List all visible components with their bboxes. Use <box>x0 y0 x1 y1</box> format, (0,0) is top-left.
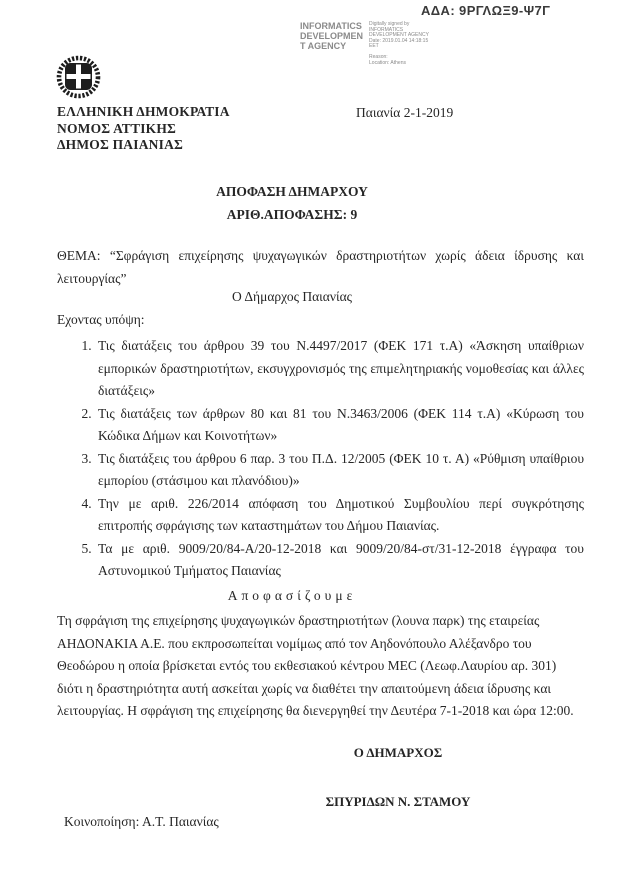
org-line: ΕΛΛΗΝΙΚΗ ΔΗΜΟΚΡΑΤΙΑ <box>57 104 230 119</box>
letterhead-org <box>57 104 230 154</box>
signature-detail-line: Date: 2019.01.04 14:18:15 <box>369 37 429 44</box>
consideration-item: 3. Τις διατάξεις του άρθρου 6 παρ. 3 του Π.Δ. 12/2005 (ΦΕΚ 10 τ. Α) «Ρύθμιση υπαίθριου εμπορίου (στάσιμου και πλανόδιου)» <box>95 448 584 493</box>
signature-detail-line: Reason: <box>369 53 388 60</box>
signature-detail-line: Location: Athens <box>369 59 406 66</box>
signature-detail-line: INFORMATICS <box>369 26 404 33</box>
signoff-name: ΣΠΥΡΙΔΩΝ Ν. ΣΤΑΜΟΥ <box>325 794 471 809</box>
place-date: Παιανία 2-1-2019 <box>356 105 454 120</box>
considerations-list <box>57 335 584 583</box>
org-line: ΔΗΜΟΣ ΠΑΙΑΝΙΑΣ <box>57 137 184 152</box>
having-regard-label: Εχοντας υπόψη: <box>57 312 145 327</box>
consideration-item: 1. Τις διατάξεις του άρθρου 39 του Ν.4497/2017 (ΦΕΚ 171 τ.Α) «Άσκηση υπαίθριων εμπορικών δραστηριοτήτων, εκσυγχρονισμός της επιμελητηριακής νομοθεσίας και άλλες διατάξεις» <box>95 335 584 403</box>
mayor-heading: Ο Δήμαρχος Παιανίας <box>231 289 353 304</box>
signature-detail-line: DEVELOPMENT AGENCY <box>369 32 429 39</box>
ada-code: ΑΔΑ: 9ΡΓΛΩΞ9-Ψ7Γ <box>421 3 551 18</box>
decision-paragraph: Τη σφράγιση της επιχείρησης ψυχαγωγικών δραστηριοτήτων (λουνα παρκ) της εταιρείας ΑΗΔΟΝΑΚΙΑ Α.Ε. που εκπροσωπείται νομίμως από τον Αηδονόπουλο Αλέξανδρο του Θεοδώρου η οποία βρίσκεται εντός του εκθεσιακού κέντρου MEC (Λεωφ.Λαυρίου αρ. 301) διότι η δραστηριότητα αυτή ασκείται χωρίς να διαθέτει την απαιτούμενη άδεια ίδρυσης και λειτουργίας. Η σφράγιση της επιχείρησης θα διενεργηθεί την Δευτέρα 7-1-2018 και ώρα 12:00. <box>57 613 574 718</box>
signoff-block <box>283 745 513 810</box>
agency-name-line: INFORMATICS <box>300 21 362 31</box>
consideration-item: 5. Τα με αριθ. 9009/20/84-Α/20-12-2018 και 9009/20/84-στ/31-12-2018 έγγραφα του Αστυνομικού Τμήματος Παιανίας <box>95 538 584 583</box>
notification-line: Κοινοποίηση: Α.Τ. Παιανίας <box>64 814 219 829</box>
agency-name-line: T AGENCY <box>300 41 347 51</box>
decision-title-block <box>57 180 527 226</box>
decision-number: ΑΡΙΘ.ΑΠΟΦΑΣΗΣ: 9 <box>226 207 358 222</box>
org-line: ΝΟΜΟΣ ΑΤΤΙΚΗΣ <box>57 120 177 136</box>
consideration-item: 4. Την με αριθ. 226/2014 απόφαση του Δημοτικού Συμβουλίου περί συγκρότησης επιτροπής σφράγισης των καταστημάτων του Δήμου Παιανίας. <box>95 493 584 538</box>
signature-details <box>369 21 429 66</box>
agency-name-line: DEVELOPMEN <box>300 31 364 41</box>
signoff-title: Ο ΔΗΜΑΡΧΟΣ <box>353 745 443 760</box>
greek-state-emblem-icon <box>55 55 102 100</box>
subject-paragraph: ΘΕΜΑ: “Σφράγιση επιχείρησης ψυχαγωγικών δραστηριοτήτων χωρίς άδεια ίδρυσης και λειτουργίας” <box>57 248 584 286</box>
signature-detail-line: EET <box>369 43 379 50</box>
signature-detail-line: Digitally signed by <box>369 21 410 27</box>
decision-title: ΑΠΟΦΑΣΗ ΔΗΜΑΡΧΟΥ <box>216 184 368 199</box>
digital-signature-stamp <box>300 21 429 66</box>
consideration-item: 2. Τις διατάξεις των άρθρων 80 και 81 του Ν.3463/2006 (ΦΕΚ 114 τ.Α) «Κύρωση του Κώδικα Δήμων και Κοινοτήτων» <box>95 403 584 448</box>
signature-agency-name <box>300 21 363 66</box>
decide-heading: Αποφασίζουμε <box>227 588 357 603</box>
